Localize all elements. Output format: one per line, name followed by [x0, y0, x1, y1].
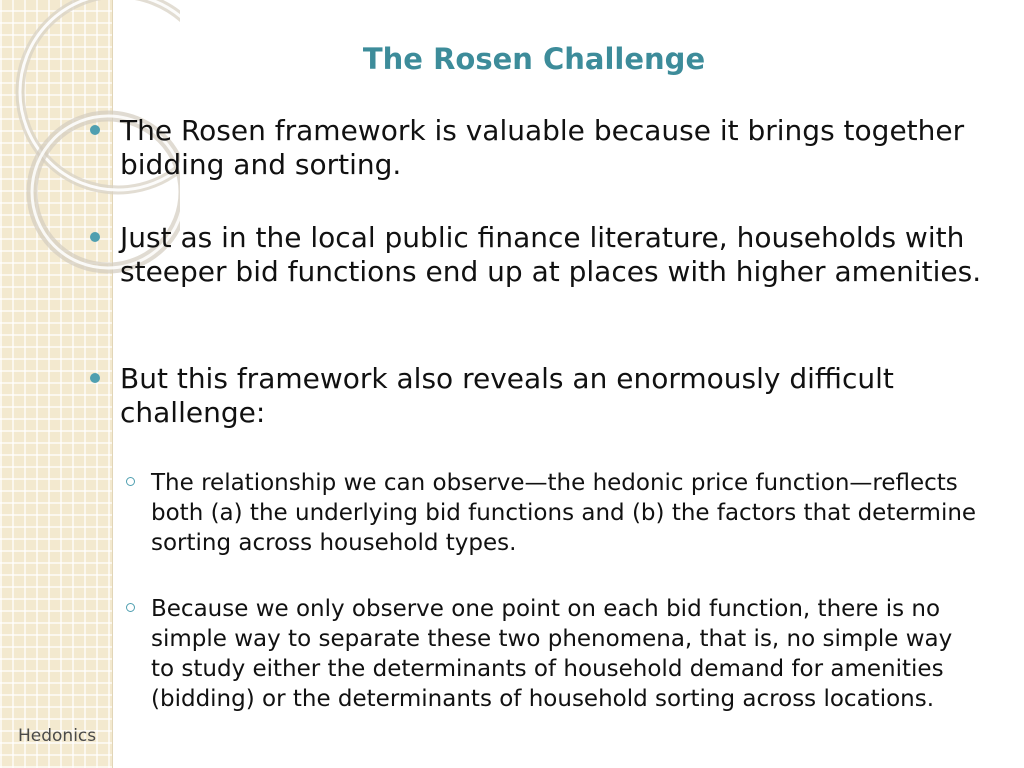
- bullet-text: The Rosen framework is valuable because it brings together bidding and sorting.: [120, 114, 965, 181]
- bullet-dot-icon: [90, 125, 100, 135]
- slide-title: The Rosen Challenge: [362, 42, 706, 76]
- sub-bullet-ring-icon: [126, 477, 135, 486]
- bullet-text: Just as in the local public finance literature, households with steeper bid functions end up at places with higher amenities.: [120, 221, 982, 288]
- bullet-dot-icon: [90, 373, 100, 383]
- footer-label: Hedonics: [18, 726, 97, 746]
- sub-bullet-ring-icon: [126, 603, 135, 612]
- bullet-dot-icon: [90, 232, 100, 242]
- sub-bullet-text: The relationship we can observe—the hedonic price function—reflects both (a) the underlying bid functions and (b) the factors that determine sorting across household types.: [151, 470, 977, 556]
- bullet-text: But this framework also reveals an enormously difficult challenge:: [120, 362, 894, 429]
- sub-bullet-text: Because we only observe one point on each bid function, there is no simple way to separate these two phenomena, that is, no simple way to study either the determinants of household demand for amenities (bidding) or the determinants of household sorting across locations.: [151, 596, 953, 712]
